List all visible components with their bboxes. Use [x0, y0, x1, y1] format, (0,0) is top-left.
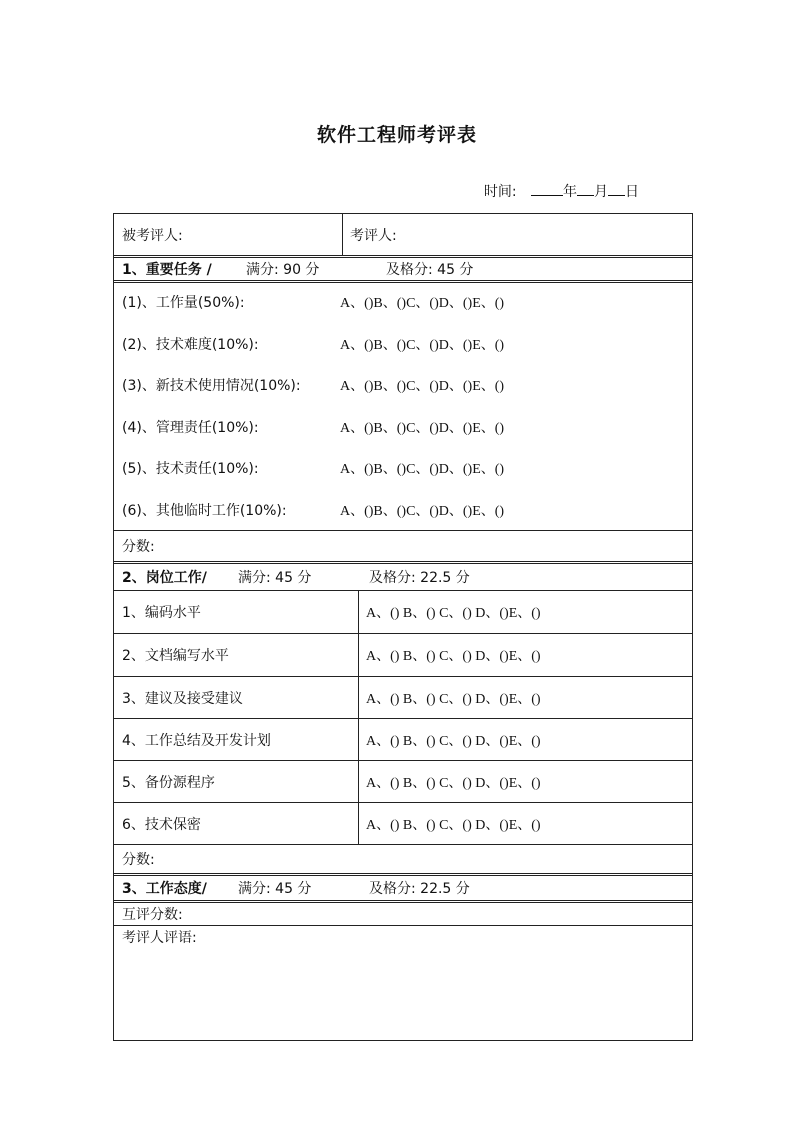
- grade-options[interactable]: A、()B、()C、()D、()E、(): [340, 504, 505, 519]
- grade-options[interactable]: A、() B、() C、() D、()E、(): [366, 606, 541, 621]
- grade-options[interactable]: A、() B、() C、() D、()E、(): [366, 649, 541, 664]
- peer-score-label: 互评分数:: [122, 907, 183, 923]
- header-row: [114, 214, 692, 255]
- skill-label: 3、建议及接受建议: [122, 690, 243, 707]
- grade-options[interactable]: A、() B、() C、() D、()E、(): [366, 775, 541, 791]
- grade-options[interactable]: A、() B、() C、() D、()E、(): [366, 817, 541, 833]
- skill-label: 6、技术保密: [122, 816, 201, 833]
- peer-score-row[interactable]: [114, 903, 692, 925]
- grade-options[interactable]: A、() B、() C、() D、()E、(): [366, 733, 541, 749]
- year-label: 年: [563, 184, 577, 200]
- evaluatee-label: 被考评人:: [122, 227, 183, 244]
- section2-title: 2、岗位工作/: [122, 570, 207, 586]
- month-label: 月: [594, 184, 608, 200]
- task-row: [122, 334, 504, 354]
- task-label: (2)、技术难度(10%):: [122, 337, 259, 353]
- skill-row: [114, 719, 692, 760]
- skill-label: 1、编码水平: [122, 605, 201, 621]
- grade-options[interactable]: A、()B、()C、()D、()E、(): [340, 379, 505, 394]
- skill-row: [114, 591, 692, 633]
- task-row: [122, 500, 504, 520]
- grade-options[interactable]: A、()B、()C、()D、()E、(): [340, 462, 505, 477]
- section1-pass-score: 及格分: 45 分: [386, 262, 474, 278]
- skill-label: 2、文档编写水平: [122, 648, 229, 664]
- section3-header: [114, 876, 692, 900]
- section3-pass-score: 及格分: 22.5 分: [369, 881, 470, 897]
- day-label: 日: [625, 184, 639, 200]
- grade-options[interactable]: A、() B、() C、() D、()E、(): [366, 691, 541, 707]
- section2-score-row[interactable]: [114, 845, 692, 873]
- evaluator-label: 考评人:: [350, 227, 397, 244]
- section1-header: [114, 258, 692, 280]
- grade-options[interactable]: A、()B、()C、()D、()E、(): [340, 338, 505, 353]
- header-divider: [342, 214, 343, 255]
- task-row: [122, 375, 504, 395]
- task-row: [122, 417, 504, 437]
- section2-full-score: 满分: 45 分: [238, 570, 312, 586]
- section2-pass-score: 及格分: 22.5 分: [369, 570, 470, 586]
- date-label: 时间:: [483, 184, 517, 200]
- skill-label: 5、备份源程序: [122, 774, 215, 791]
- section1-score-row[interactable]: [114, 531, 692, 561]
- task-label: (4)、管理责任(10%):: [122, 420, 259, 436]
- skill-label: 4、工作总结及开发计划: [122, 732, 271, 749]
- section1-full-score: 满分: 90 分: [246, 262, 320, 278]
- date-line: [484, 181, 639, 201]
- task-label: (3)、新技术使用情况(10%):: [122, 378, 301, 394]
- skill-row: [114, 761, 692, 802]
- grade-options[interactable]: A、()B、()C、()D、()E、(): [340, 296, 505, 311]
- comment-label: 考评人评语:: [122, 930, 197, 946]
- task-label: (5)、技术责任(10%):: [122, 461, 259, 477]
- skill-row: [114, 803, 692, 844]
- task-label: (6)、其他临时工作(10%):: [122, 503, 287, 519]
- rule: [114, 280, 692, 283]
- comment-box[interactable]: [114, 926, 692, 1040]
- section3-title: 3、工作态度/: [122, 881, 207, 897]
- skill-row: [114, 634, 692, 676]
- year-blank[interactable]: [531, 181, 563, 196]
- form-title: 软件工程师考评表: [316, 124, 477, 146]
- section1-title: 1、重要任务 /: [122, 262, 212, 278]
- task-row: [122, 292, 504, 312]
- month-blank[interactable]: [577, 181, 594, 196]
- section2-score-label: 分数:: [122, 852, 155, 868]
- section2-header: [114, 564, 692, 590]
- task-label: (1)、工作量(50%):: [122, 295, 245, 311]
- day-blank[interactable]: [608, 181, 625, 196]
- skill-row: [114, 677, 692, 718]
- section3-full-score: 满分: 45 分: [238, 881, 312, 897]
- section1-score-label: 分数:: [122, 539, 155, 555]
- evaluation-form: [113, 213, 693, 1041]
- grade-options[interactable]: A、()B、()C、()D、()E、(): [340, 421, 505, 436]
- task-row: [122, 458, 504, 478]
